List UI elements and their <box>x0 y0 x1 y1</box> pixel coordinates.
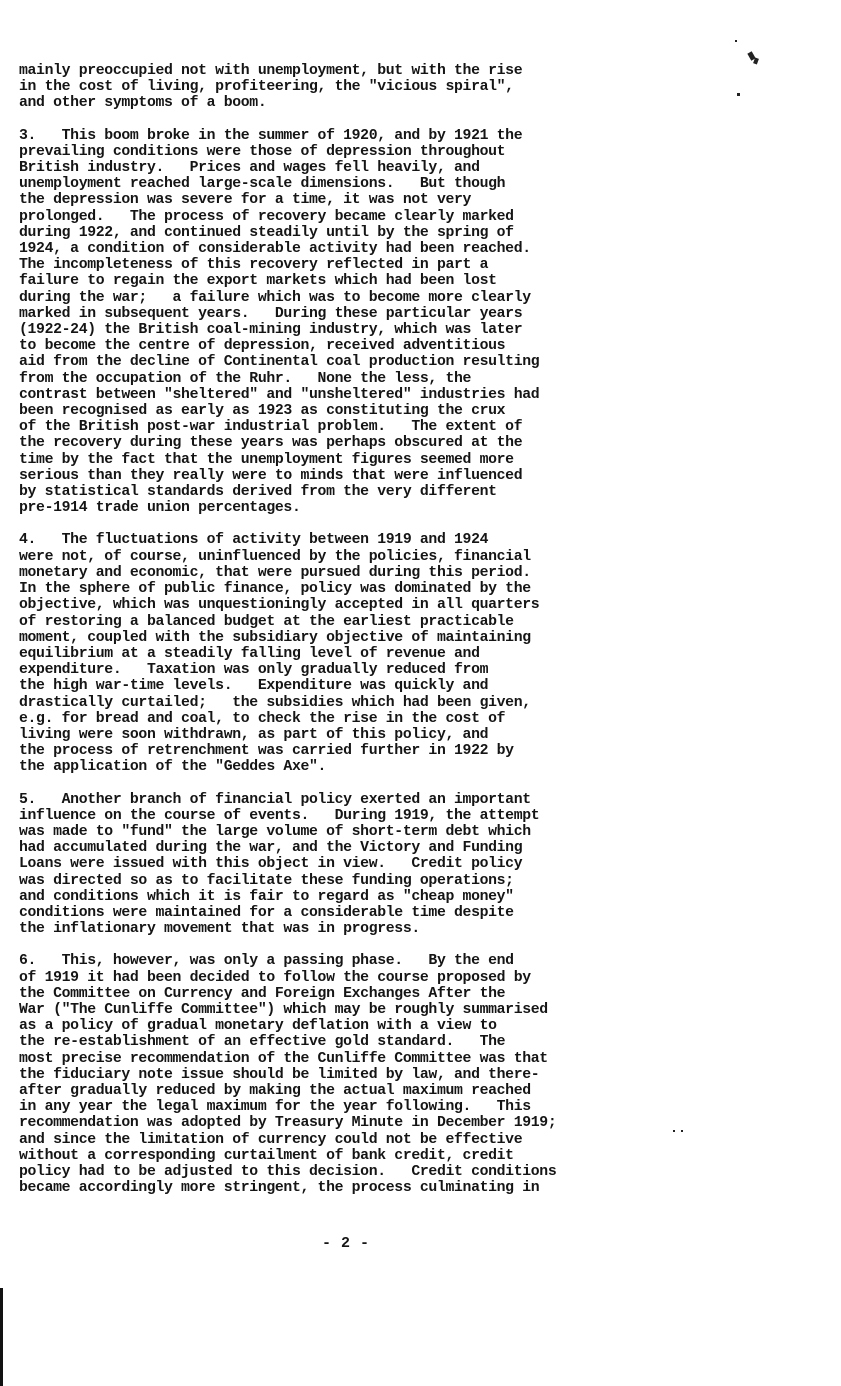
text-line: aid from the decline of Continental coal production resulting <box>19 354 540 371</box>
text-line: the recovery during these years was perhaps obscured at the <box>19 435 523 452</box>
text-line: in any year the legal maximum for the year following. This <box>19 1099 531 1116</box>
text-line: 1924, a condition of considerable activity had been reached. <box>19 241 531 258</box>
paragraph <box>19 128 659 517</box>
text-line: British industry. Prices and wages fell heavily, and <box>19 160 480 177</box>
text-line: 3. This boom broke in the summer of 1920, and by 1921 the <box>19 127 523 144</box>
text-line: was made to "fund" the large volume of short-term debt which <box>19 823 531 840</box>
text-line: the re-establishment of an effective gold standard. The <box>19 1034 506 1051</box>
body-text <box>19 63 659 1212</box>
text-line: the Committee on Currency and Foreign Exchanges After the <box>19 985 506 1002</box>
text-line: in the cost of living, profiteering, the "vicious spiral", <box>19 79 514 96</box>
scan-speck <box>753 57 759 64</box>
text-line: influence on the course of events. During 1919, the attempt <box>19 807 540 824</box>
text-line: living were soon withdrawn, as part of this policy, and <box>19 726 489 743</box>
text-line: failure to regain the export markets which had been lost <box>19 273 497 290</box>
text-line: policy had to be adjusted to this decision. Credit conditions <box>19 1164 557 1180</box>
text-line: of the British post-war industrial problem. The extent of <box>19 419 523 436</box>
text-line: and since the limitation of currency could not be effective <box>19 1131 523 1148</box>
paragraph <box>19 953 659 1196</box>
text-line: had accumulated during the war, and the Victory and Funding <box>19 840 523 857</box>
text-line: and other symptoms of a boom. <box>19 95 267 112</box>
text-line: 5. Another branch of financial policy exerted an important <box>19 791 531 808</box>
text-line: from the occupation of the Ruhr. None the less, the <box>19 370 472 387</box>
text-line: The incompleteness of this recovery reflected in part a <box>19 257 489 274</box>
text-line: during 1922, and continued steadily until by the spring of <box>19 224 514 241</box>
text-line: drastically curtailed; the subsidies which had been given, <box>19 694 531 711</box>
text-line: expenditure. Taxation was only gradually reduced from <box>19 662 489 679</box>
text-line: been recognised as early as 1923 as constituting the crux <box>19 403 506 420</box>
text-line: the fiduciary note issue should be limited by law, and there- <box>19 1066 540 1083</box>
text-line: became accordingly more stringent, the process culminating in <box>19 1180 540 1197</box>
text-line: pre-1914 trade union percentages. <box>19 500 301 517</box>
text-line: e.g. for bread and coal, to check the rise in the cost of <box>19 710 506 727</box>
text-line: most precise recommendation of the Cunliffe Committee was that <box>19 1050 548 1067</box>
text-line: equilibrium at a steadily falling level of revenue and <box>19 645 480 662</box>
text-line: time by the fact that the unemployment figures seemed more <box>19 451 514 468</box>
scan-edge-bar <box>0 1288 3 1386</box>
text-line: to become the centre of depression, received adventitious <box>19 338 506 355</box>
text-line: by statistical standards derived from the very different <box>19 484 497 501</box>
text-line: serious than they really were to minds that were influenced <box>19 467 523 484</box>
text-line: was directed so as to facilitate these funding operations; <box>19 872 514 889</box>
paragraph <box>19 63 659 112</box>
paragraph <box>19 792 659 938</box>
text-line: marked in subsequent years. During these particular years <box>19 305 523 322</box>
text-line: War ("The Cunliffe Committee") which may be roughly summarised <box>19 1001 548 1018</box>
text-line: objective, which was unquestioningly accepted in all quarters <box>19 597 540 614</box>
text-line: monetary and economic, that were pursued during this period. <box>19 564 531 581</box>
paragraph <box>19 532 659 775</box>
text-line: moment, coupled with the subsidiary objective of maintaining <box>19 629 531 646</box>
page-number: - 2 - <box>322 1235 370 1252</box>
text-line: as a policy of gradual monetary deflation with a view to <box>19 1018 497 1035</box>
text-line: In the sphere of public finance, policy was dominated by the <box>19 581 531 598</box>
text-line: mainly preoccupied not with unemployment, but with the rise <box>19 63 523 79</box>
text-line: the depression was severe for a time, it was not very <box>19 192 472 209</box>
scan-speck <box>681 1130 683 1132</box>
text-line: prevailing conditions were those of depression throughout <box>19 143 506 160</box>
text-line: (1922-24) the British coal-mining industry, which was later <box>19 322 523 339</box>
text-line: 4. The fluctuations of activity between 1919 and 1924 <box>19 532 489 549</box>
scan-speck <box>737 93 740 96</box>
text-line: the high war-time levels. Expenditure was quickly and <box>19 678 489 695</box>
text-line: prolonged. The process of recovery became clearly marked <box>19 208 514 225</box>
text-line: of 1919 it had been decided to follow the course proposed by <box>19 969 531 986</box>
text-line: unemployment reached large-scale dimensions. But though <box>19 176 506 193</box>
scan-speck <box>673 1130 675 1132</box>
text-line: contrast between "sheltered" and "unsheltered" industries had <box>19 386 540 403</box>
text-line: during the war; a failure which was to become more clearly <box>19 289 531 306</box>
text-line: Loans were issued with this object in view. Credit policy <box>19 856 523 873</box>
scan-speck <box>735 40 737 42</box>
text-line: after gradually reduced by making the actual maximum reached <box>19 1082 531 1099</box>
text-line: 6. This, however, was only a passing phase. By the end <box>19 953 514 970</box>
text-line: were not, of course, uninfluenced by the policies, financial <box>19 548 531 565</box>
text-line: conditions were maintained for a considerable time despite <box>19 904 514 921</box>
text-line: the process of retrenchment was carried further in 1922 by <box>19 743 514 760</box>
text-line: recommendation was adopted by Treasury Minute in December 1919; <box>19 1115 557 1132</box>
text-line: of restoring a balanced budget at the earliest practicable <box>19 613 514 630</box>
text-line: and conditions which it is fair to regard as "cheap money" <box>19 888 514 905</box>
text-line: without a corresponding curtailment of bank credit, credit <box>19 1147 514 1164</box>
text-line: the application of the "Geddes Axe". <box>19 759 327 776</box>
text-line: the inflationary movement that was in progress. <box>19 921 420 938</box>
